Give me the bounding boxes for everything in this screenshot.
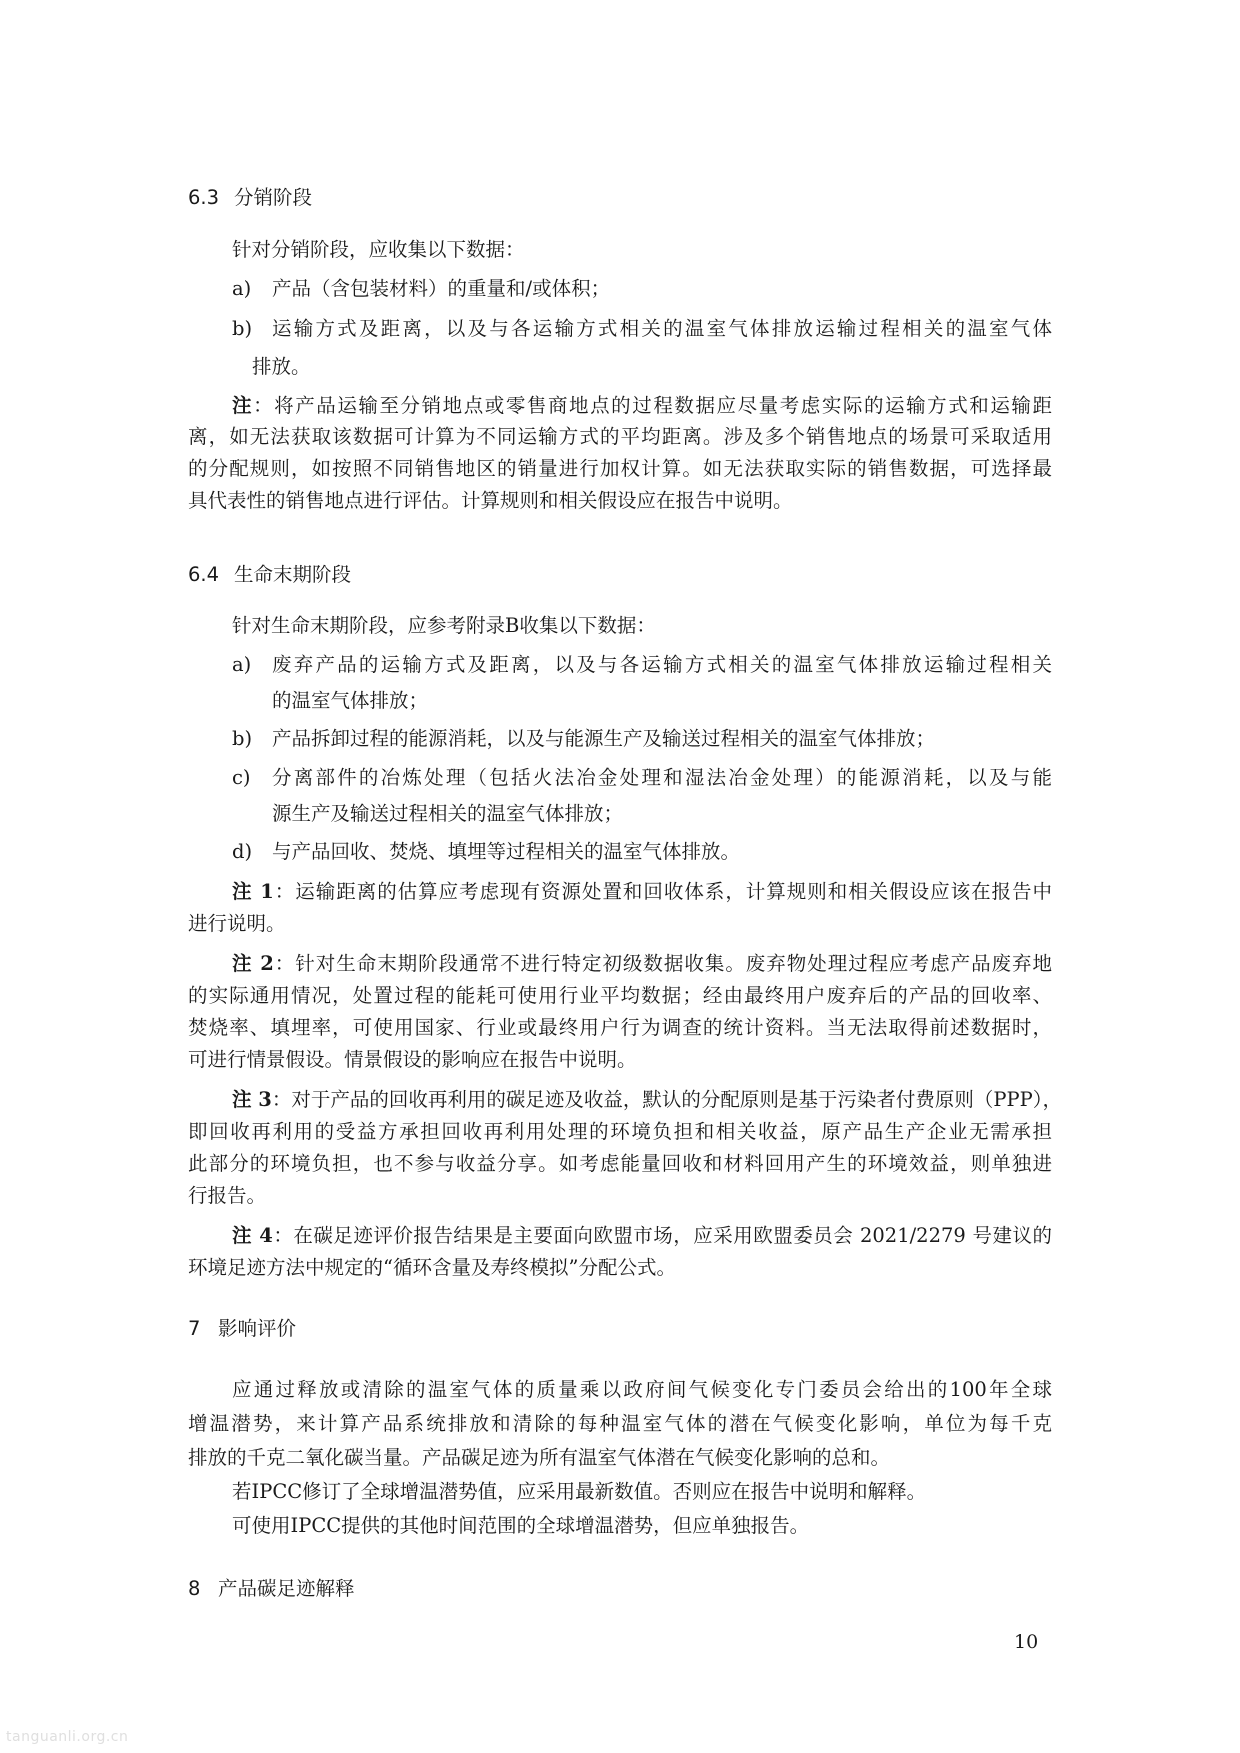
note-paragraph <box>232 879 1052 905</box>
note-text: 的分配规则，如按照不同销售地区的销量进行加权计算。如无法获取实际的销售数据，可选择最 <box>188 457 1052 480</box>
section-title: 影响评价 <box>218 1317 297 1340</box>
list-item-text: 废弃产品的运输方式及距离，以及与各运输方式相关的温室气体排放运输过程相关 <box>272 653 1052 676</box>
paragraph: 若IPCC修订了全球增温潜势值，应采用最新数值。否则应在报告中说明和解释。 <box>232 1480 927 1503</box>
note-label: 注 1 <box>232 880 274 903</box>
note-label: 注 3 <box>232 1088 272 1111</box>
note-text: 环境足迹方法中规定的“循环含量及寿终模拟”分配公式。 <box>188 1256 676 1279</box>
section-heading-8 <box>188 1576 355 1602</box>
note-text: 进行说明。 <box>188 912 286 935</box>
section-heading-7 <box>188 1316 296 1342</box>
list-item-text: 源生产及输送过程相关的温室气体排放； <box>272 802 624 825</box>
list-label: c) <box>232 766 251 789</box>
section-heading-6-4 <box>188 562 351 588</box>
paragraph: 增温潜势，来计算产品系统排放和清除的每种温室气体的潜在气候变化影响，单位为每千克 <box>188 1412 1052 1435</box>
note-text: 离，如无法获取该数据可计算为不同运输方式的平均距离。涉及多个销售地点的场景可采取适用 <box>188 425 1052 448</box>
list-label: a) <box>232 277 252 300</box>
note-label: 注 <box>232 394 254 417</box>
note-text: 焚烧率、填埋率，可使用国家、行业或最终用户行为调查的统计资料。当无法取得前述数据时， <box>188 1016 1052 1039</box>
paragraph: 应通过释放或清除的温室气体的质量乘以政府间气候变化专门委员会给出的100年全球 <box>232 1378 1052 1401</box>
section-title: 产品碳足迹解释 <box>218 1577 355 1600</box>
section-number: 6.3 <box>188 186 220 209</box>
list-item-text: 与产品回收、焚烧、填埋等过程相关的温室气体排放。 <box>272 840 741 863</box>
list-label: b) <box>232 727 253 750</box>
note-paragraph <box>232 951 1052 977</box>
list-label: b) <box>232 317 253 340</box>
note-text: ：在碳足迹评价报告结果是主要面向欧盟市场，应采用欧盟委员会 2021/2279 号建议的 <box>272 1224 1052 1247</box>
paragraph: 针对生命末期阶段，应参考附录B收集以下数据： <box>232 614 656 637</box>
note-text: 此部分的环境负担，也不参与收益分享。如考虑能量回收和材料回用产生的环境效益，则单独进 <box>188 1152 1052 1175</box>
note-label: 注 4 <box>232 1224 273 1247</box>
page-number: 10 <box>1014 1631 1039 1653</box>
section-heading-6-3 <box>188 185 312 211</box>
list-label: d) <box>232 840 253 863</box>
section-number: 6.4 <box>188 563 220 586</box>
note-label: 注 2 <box>232 952 274 975</box>
list-item-text: 的温室气体排放； <box>272 689 429 712</box>
note-paragraph <box>232 1087 1062 1113</box>
note-text: 即回收再利用的受益方承担回收再利用处理的环境负担和相关收益，原产品生产企业无需承担 <box>188 1120 1052 1143</box>
watermark: tanguanli.org.cn <box>6 1729 129 1745</box>
note-text: 可进行情景假设。情景假设的影响应在报告中说明。 <box>188 1048 637 1071</box>
section-number: 7 <box>188 1317 201 1340</box>
note-text: 的实际通用情况，处置过程的能耗可使用行业平均数据；经由最终用户废弃后的产品的回收率、 <box>188 984 1052 1007</box>
note-text: ：运输距离的估算应考虑现有资源处置和回收体系，计算规则和相关假设应该在报告中 <box>273 880 1052 903</box>
note-paragraph <box>232 393 1052 419</box>
list-item-text: 产品（含包装材料）的重量和/或体积； <box>272 277 611 300</box>
note-text: 行报告。 <box>188 1184 267 1207</box>
paragraph: 针对分销阶段，应收集以下数据： <box>232 238 525 261</box>
note-text: ：针对生命末期阶段通常不进行特定初级数据收集。废弃物处理过程应考虑产品废弃地 <box>273 952 1052 975</box>
note-paragraph <box>232 1223 1052 1249</box>
list-item-text: 产品拆卸过程的能源消耗，以及与能源生产及输送过程相关的温室气体排放； <box>272 727 936 750</box>
note-text: ：将产品运输至分销地点或零售商地点的过程数据应尽量考虑实际的运输方式和运输距 <box>253 394 1052 417</box>
list-item-text: 运输方式及距离，以及与各运输方式相关的温室气体排放运输过程相关的温室气体 <box>272 317 1052 340</box>
list-label: a) <box>232 653 252 676</box>
list-item-text: 分离部件的冶炼处理（包括火法冶金处理和湿法冶金处理）的能源消耗，以及与能 <box>272 766 1052 789</box>
paragraph: 可使用IPCC提供的其他时间范围的全球增温潜势，但应单独报告。 <box>232 1514 810 1537</box>
note-text: ：对于产品的回收再利用的碳足迹及收益，默认的分配原则是基于污染者付费原则（PPP）， <box>271 1088 1062 1111</box>
note-text: 具代表性的销售地点进行评估。计算规则和相关假设应在报告中说明。 <box>188 489 793 512</box>
paragraph: 排放的千克二氧化碳当量。产品碳足迹为所有温室气体潜在气候变化影响的总和。 <box>188 1446 891 1469</box>
section-number: 8 <box>188 1577 201 1600</box>
section-title: 生命末期阶段 <box>234 563 352 586</box>
list-item-text: 排放。 <box>252 355 311 378</box>
section-title: 分销阶段 <box>234 186 313 209</box>
